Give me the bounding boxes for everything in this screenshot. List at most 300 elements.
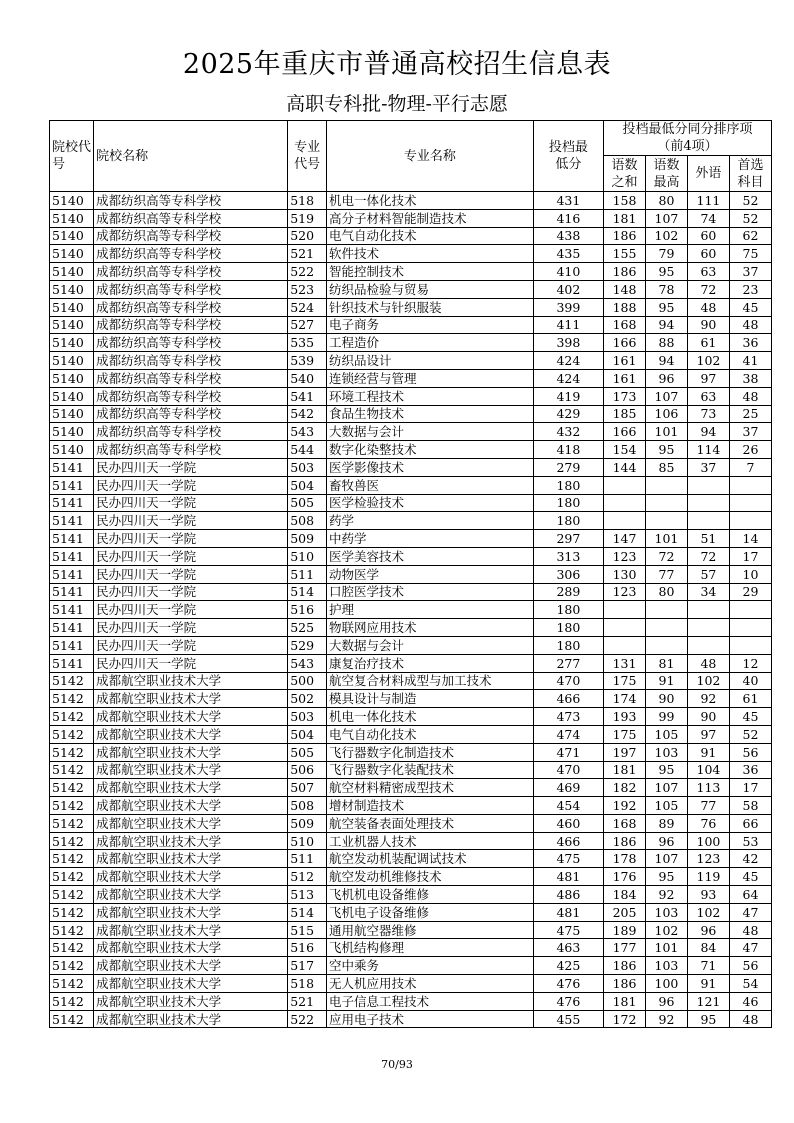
cell-school-name: 民办四川天一学院 bbox=[94, 476, 288, 494]
cell-foreign-language: 37 bbox=[687, 458, 729, 476]
cell-foreign-language: 104 bbox=[687, 761, 729, 779]
cell-major-code: 503 bbox=[288, 708, 327, 726]
table-row bbox=[50, 957, 772, 975]
cell-school-name: 成都航空职业技术大学 bbox=[94, 690, 288, 708]
cell-foreign-language: 91 bbox=[687, 743, 729, 761]
cell-school-name: 成都纺织高等专科学校 bbox=[94, 192, 288, 210]
table-row bbox=[50, 387, 772, 405]
page-title: 2025年重庆市普通高校招生信息表 bbox=[182, 49, 612, 80]
header-school-name: 院校名称 bbox=[94, 121, 288, 192]
cell-chinese-math-max bbox=[645, 601, 687, 619]
table-row bbox=[50, 601, 772, 619]
cell-school-name: 民办四川天一学院 bbox=[94, 619, 288, 637]
cell-first-choice: 23 bbox=[729, 280, 771, 298]
cell-school-name: 成都纺织高等专科学校 bbox=[94, 387, 288, 405]
cell-foreign-language: 114 bbox=[687, 441, 729, 459]
cell-major-code: 521 bbox=[288, 245, 327, 263]
cell-first-choice: 26 bbox=[729, 441, 771, 459]
cell-major-code: 518 bbox=[288, 975, 327, 993]
cell-min-score: 431 bbox=[533, 192, 603, 210]
cell-major-name: 模具设计与制造 bbox=[327, 690, 534, 708]
cell-first-choice: 10 bbox=[729, 565, 771, 583]
header-major-name: 专业名称 bbox=[327, 121, 534, 192]
cell-school-code: 5142 bbox=[50, 1010, 94, 1028]
cell-first-choice: 36 bbox=[729, 761, 771, 779]
cell-major-code: 522 bbox=[288, 263, 327, 281]
cell-min-score: 470 bbox=[533, 672, 603, 690]
cell-school-name: 成都航空职业技术大学 bbox=[94, 832, 288, 850]
cell-foreign-language: 113 bbox=[687, 779, 729, 797]
table-row bbox=[50, 298, 772, 316]
cell-school-code: 5142 bbox=[50, 903, 94, 921]
cell-school-name: 成都航空职业技术大学 bbox=[94, 939, 288, 957]
cell-first-choice: 37 bbox=[729, 423, 771, 441]
cell-major-name: 纺织品设计 bbox=[327, 352, 534, 370]
cell-school-code: 5141 bbox=[50, 547, 94, 565]
cell-chinese-math-sum: 181 bbox=[604, 209, 646, 227]
cell-school-name: 民办四川天一学院 bbox=[94, 583, 288, 601]
cell-major-name: 环境工程技术 bbox=[327, 387, 534, 405]
cell-school-code: 5140 bbox=[50, 387, 94, 405]
cell-first-choice bbox=[729, 601, 771, 619]
cell-chinese-math-sum: 166 bbox=[604, 423, 646, 441]
cell-chinese-math-max: 96 bbox=[645, 832, 687, 850]
cell-first-choice: 48 bbox=[729, 921, 771, 939]
cell-major-code: 509 bbox=[288, 530, 327, 548]
cell-school-code: 5142 bbox=[50, 975, 94, 993]
cell-school-code: 5140 bbox=[50, 280, 94, 298]
cell-school-name: 成都航空职业技术大学 bbox=[94, 1010, 288, 1028]
cell-min-score: 481 bbox=[533, 868, 603, 886]
cell-school-code: 5142 bbox=[50, 814, 94, 832]
cell-school-code: 5141 bbox=[50, 583, 94, 601]
cell-major-code: 505 bbox=[288, 743, 327, 761]
cell-school-code: 5142 bbox=[50, 743, 94, 761]
cell-min-score: 306 bbox=[533, 565, 603, 583]
cell-major-name: 软件技术 bbox=[327, 245, 534, 263]
cell-chinese-math-sum: 173 bbox=[604, 387, 646, 405]
cell-school-name: 成都纺织高等专科学校 bbox=[94, 334, 288, 352]
cell-chinese-math-max: 107 bbox=[645, 209, 687, 227]
cell-chinese-math-max: 77 bbox=[645, 565, 687, 583]
cell-foreign-language: 63 bbox=[687, 387, 729, 405]
cell-foreign-language bbox=[687, 636, 729, 654]
table-row bbox=[50, 939, 772, 957]
cell-foreign-language: 90 bbox=[687, 316, 729, 334]
header-school-code: 院校代号 bbox=[50, 121, 94, 192]
cell-school-code: 5141 bbox=[50, 476, 94, 494]
cell-chinese-math-max: 80 bbox=[645, 192, 687, 210]
cell-foreign-language: 63 bbox=[687, 263, 729, 281]
cell-chinese-math-sum: 185 bbox=[604, 405, 646, 423]
cell-chinese-math-sum: 154 bbox=[604, 441, 646, 459]
cell-major-code: 544 bbox=[288, 441, 327, 459]
cell-chinese-math-max: 105 bbox=[645, 797, 687, 815]
cell-school-code: 5142 bbox=[50, 992, 94, 1010]
cell-major-code: 522 bbox=[288, 1010, 327, 1028]
cell-school-name: 民办四川天一学院 bbox=[94, 458, 288, 476]
header-major-code: 专业代号 bbox=[288, 121, 327, 192]
cell-first-choice: 45 bbox=[729, 708, 771, 726]
cell-major-code: 514 bbox=[288, 583, 327, 601]
cell-chinese-math-max: 101 bbox=[645, 530, 687, 548]
cell-school-code: 5142 bbox=[50, 832, 94, 850]
cell-first-choice: 64 bbox=[729, 886, 771, 904]
cell-first-choice: 45 bbox=[729, 868, 771, 886]
cell-min-score: 460 bbox=[533, 814, 603, 832]
cell-major-code: 515 bbox=[288, 921, 327, 939]
cell-chinese-math-max: 102 bbox=[645, 921, 687, 939]
cell-major-code: 516 bbox=[288, 939, 327, 957]
cell-foreign-language: 93 bbox=[687, 886, 729, 904]
table-row bbox=[50, 797, 772, 815]
cell-major-name: 大数据与会计 bbox=[327, 636, 534, 654]
cell-school-name: 民办四川天一学院 bbox=[94, 654, 288, 672]
table-row bbox=[50, 636, 772, 654]
cell-chinese-math-sum: 192 bbox=[604, 797, 646, 815]
cell-school-name: 成都纺织高等专科学校 bbox=[94, 352, 288, 370]
cell-chinese-math-max: 96 bbox=[645, 369, 687, 387]
cell-min-score: 418 bbox=[533, 441, 603, 459]
cell-first-choice: 42 bbox=[729, 850, 771, 868]
cell-min-score: 473 bbox=[533, 708, 603, 726]
cell-chinese-math-max: 95 bbox=[645, 263, 687, 281]
cell-major-name: 通用航空器维修 bbox=[327, 921, 534, 939]
cell-first-choice: 36 bbox=[729, 334, 771, 352]
table-row bbox=[50, 423, 772, 441]
cell-major-code: 510 bbox=[288, 832, 327, 850]
cell-first-choice: 48 bbox=[729, 387, 771, 405]
cell-school-name: 成都航空职业技术大学 bbox=[94, 975, 288, 993]
cell-school-name: 成都纺织高等专科学校 bbox=[94, 298, 288, 316]
cell-foreign-language: 90 bbox=[687, 708, 729, 726]
cell-min-score: 466 bbox=[533, 832, 603, 850]
cell-foreign-language: 94 bbox=[687, 423, 729, 441]
admission-table bbox=[49, 120, 772, 1028]
cell-major-name: 药学 bbox=[327, 512, 534, 530]
cell-major-name: 大数据与会计 bbox=[327, 423, 534, 441]
cell-chinese-math-sum: 172 bbox=[604, 1010, 646, 1028]
cell-school-name: 民办四川天一学院 bbox=[94, 601, 288, 619]
cell-min-score: 424 bbox=[533, 369, 603, 387]
cell-first-choice: 61 bbox=[729, 690, 771, 708]
cell-school-code: 5141 bbox=[50, 458, 94, 476]
cell-school-code: 5142 bbox=[50, 725, 94, 743]
cell-school-code: 5140 bbox=[50, 316, 94, 334]
table-row bbox=[50, 441, 772, 459]
cell-first-choice: 48 bbox=[729, 316, 771, 334]
cell-chinese-math-sum bbox=[604, 636, 646, 654]
cell-school-name: 成都航空职业技术大学 bbox=[94, 708, 288, 726]
header-min-score: 投档最低分 bbox=[533, 121, 603, 192]
table-row bbox=[50, 725, 772, 743]
cell-major-code: 540 bbox=[288, 369, 327, 387]
cell-school-name: 成都航空职业技术大学 bbox=[94, 921, 288, 939]
cell-school-code: 5141 bbox=[50, 512, 94, 530]
cell-chinese-math-sum: 182 bbox=[604, 779, 646, 797]
cell-chinese-math-sum: 186 bbox=[604, 957, 646, 975]
table-row bbox=[50, 992, 772, 1010]
cell-major-name: 飞机电子设备维修 bbox=[327, 903, 534, 921]
page-subtitle: 高职专科批-物理-平行志愿 bbox=[286, 93, 508, 115]
cell-min-score: 486 bbox=[533, 886, 603, 904]
cell-min-score: 297 bbox=[533, 530, 603, 548]
cell-school-name: 民办四川天一学院 bbox=[94, 636, 288, 654]
cell-school-code: 5140 bbox=[50, 441, 94, 459]
cell-major-code: 512 bbox=[288, 868, 327, 886]
cell-min-score: 463 bbox=[533, 939, 603, 957]
cell-major-code: 507 bbox=[288, 779, 327, 797]
header-chinese-math-max: 语数最高 bbox=[645, 156, 687, 192]
cell-major-code: 508 bbox=[288, 512, 327, 530]
cell-first-choice: 46 bbox=[729, 992, 771, 1010]
cell-major-name: 动物医学 bbox=[327, 565, 534, 583]
cell-min-score: 399 bbox=[533, 298, 603, 316]
cell-chinese-math-sum: 184 bbox=[604, 886, 646, 904]
cell-major-name: 高分子材料智能制造技术 bbox=[327, 209, 534, 227]
cell-major-name: 工程造价 bbox=[327, 334, 534, 352]
cell-chinese-math-sum bbox=[604, 601, 646, 619]
cell-major-code: 505 bbox=[288, 494, 327, 512]
cell-foreign-language bbox=[687, 601, 729, 619]
cell-chinese-math-max: 95 bbox=[645, 761, 687, 779]
cell-first-choice bbox=[729, 494, 771, 512]
cell-min-score: 425 bbox=[533, 957, 603, 975]
cell-school-name: 民办四川天一学院 bbox=[94, 512, 288, 530]
table-row bbox=[50, 779, 772, 797]
cell-foreign-language: 60 bbox=[687, 227, 729, 245]
cell-major-name: 电子商务 bbox=[327, 316, 534, 334]
cell-chinese-math-max bbox=[645, 512, 687, 530]
cell-chinese-math-sum: 186 bbox=[604, 975, 646, 993]
cell-major-code: 504 bbox=[288, 725, 327, 743]
cell-major-name: 机电一体化技术 bbox=[327, 708, 534, 726]
cell-foreign-language: 95 bbox=[687, 1010, 729, 1028]
cell-chinese-math-sum: 166 bbox=[604, 334, 646, 352]
cell-foreign-language: 51 bbox=[687, 530, 729, 548]
cell-min-score: 474 bbox=[533, 725, 603, 743]
cell-school-name: 成都航空职业技术大学 bbox=[94, 672, 288, 690]
table-row bbox=[50, 850, 772, 868]
cell-foreign-language: 84 bbox=[687, 939, 729, 957]
cell-min-score: 475 bbox=[533, 921, 603, 939]
table-row bbox=[50, 814, 772, 832]
cell-major-name: 增材制造技术 bbox=[327, 797, 534, 815]
cell-chinese-math-max: 90 bbox=[645, 690, 687, 708]
cell-chinese-math-max: 105 bbox=[645, 725, 687, 743]
cell-first-choice: 41 bbox=[729, 352, 771, 370]
cell-first-choice: 52 bbox=[729, 209, 771, 227]
cell-school-name: 成都航空职业技术大学 bbox=[94, 992, 288, 1010]
cell-school-code: 5140 bbox=[50, 298, 94, 316]
cell-chinese-math-max: 91 bbox=[645, 672, 687, 690]
cell-school-name: 民办四川天一学院 bbox=[94, 494, 288, 512]
cell-major-name: 康复治疗技术 bbox=[327, 654, 534, 672]
cell-school-code: 5141 bbox=[50, 601, 94, 619]
table-row bbox=[50, 334, 772, 352]
cell-chinese-math-max: 81 bbox=[645, 654, 687, 672]
page-number: 70/93 bbox=[381, 1058, 413, 1071]
cell-foreign-language: 48 bbox=[687, 654, 729, 672]
cell-major-code: 539 bbox=[288, 352, 327, 370]
cell-chinese-math-max: 89 bbox=[645, 814, 687, 832]
cell-min-score: 429 bbox=[533, 405, 603, 423]
cell-foreign-language: 102 bbox=[687, 903, 729, 921]
cell-school-name: 民办四川天一学院 bbox=[94, 530, 288, 548]
table-row bbox=[50, 761, 772, 779]
cell-first-choice: 40 bbox=[729, 672, 771, 690]
cell-major-name: 飞行器数字化装配技术 bbox=[327, 761, 534, 779]
cell-foreign-language: 72 bbox=[687, 547, 729, 565]
cell-foreign-language bbox=[687, 619, 729, 637]
cell-major-code: 520 bbox=[288, 227, 327, 245]
cell-foreign-language bbox=[687, 476, 729, 494]
cell-chinese-math-max: 85 bbox=[645, 458, 687, 476]
cell-foreign-language: 76 bbox=[687, 814, 729, 832]
cell-major-code: 503 bbox=[288, 458, 327, 476]
cell-school-name: 成都航空职业技术大学 bbox=[94, 957, 288, 975]
cell-chinese-math-sum: 205 bbox=[604, 903, 646, 921]
cell-major-name: 航空发动机装配调试技术 bbox=[327, 850, 534, 868]
cell-min-score: 470 bbox=[533, 761, 603, 779]
cell-chinese-math-sum: 130 bbox=[604, 565, 646, 583]
cell-first-choice: 66 bbox=[729, 814, 771, 832]
cell-chinese-math-sum bbox=[604, 512, 646, 530]
cell-first-choice: 48 bbox=[729, 1010, 771, 1028]
cell-chinese-math-max: 94 bbox=[645, 352, 687, 370]
cell-min-score: 455 bbox=[533, 1010, 603, 1028]
cell-chinese-math-sum: 161 bbox=[604, 352, 646, 370]
cell-foreign-language: 97 bbox=[687, 725, 729, 743]
cell-school-code: 5141 bbox=[50, 565, 94, 583]
table-row bbox=[50, 690, 772, 708]
cell-first-choice bbox=[729, 512, 771, 530]
cell-school-name: 成都纺织高等专科学校 bbox=[94, 209, 288, 227]
cell-major-code: 525 bbox=[288, 619, 327, 637]
table-row bbox=[50, 708, 772, 726]
cell-school-code: 5142 bbox=[50, 690, 94, 708]
cell-major-name: 航空发动机维修技术 bbox=[327, 868, 534, 886]
cell-chinese-math-sum: 144 bbox=[604, 458, 646, 476]
cell-major-name: 畜牧兽医 bbox=[327, 476, 534, 494]
cell-min-score: 419 bbox=[533, 387, 603, 405]
cell-major-code: 541 bbox=[288, 387, 327, 405]
table-row bbox=[50, 975, 772, 993]
cell-chinese-math-max: 92 bbox=[645, 1010, 687, 1028]
cell-major-name: 数字化染整技术 bbox=[327, 441, 534, 459]
table-row bbox=[50, 405, 772, 423]
cell-major-name: 航空复合材料成型与加工技术 bbox=[327, 672, 534, 690]
cell-major-name: 无人机应用技术 bbox=[327, 975, 534, 993]
cell-major-name: 飞机结构修理 bbox=[327, 939, 534, 957]
table-row bbox=[50, 352, 772, 370]
cell-chinese-math-max: 95 bbox=[645, 868, 687, 886]
cell-school-code: 5140 bbox=[50, 334, 94, 352]
cell-school-code: 5140 bbox=[50, 209, 94, 227]
cell-min-score: 475 bbox=[533, 850, 603, 868]
cell-chinese-math-sum: 181 bbox=[604, 761, 646, 779]
cell-min-score: 279 bbox=[533, 458, 603, 476]
cell-foreign-language: 121 bbox=[687, 992, 729, 1010]
cell-min-score: 411 bbox=[533, 316, 603, 334]
cell-min-score: 402 bbox=[533, 280, 603, 298]
cell-major-code: 513 bbox=[288, 886, 327, 904]
cell-school-code: 5140 bbox=[50, 423, 94, 441]
table-row bbox=[50, 476, 772, 494]
cell-school-code: 5142 bbox=[50, 797, 94, 815]
cell-chinese-math-sum: 148 bbox=[604, 280, 646, 298]
cell-school-code: 5142 bbox=[50, 939, 94, 957]
cell-chinese-math-sum: 178 bbox=[604, 850, 646, 868]
table-row bbox=[50, 227, 772, 245]
cell-foreign-language: 73 bbox=[687, 405, 729, 423]
cell-school-name: 民办四川天一学院 bbox=[94, 565, 288, 583]
cell-chinese-math-max: 106 bbox=[645, 405, 687, 423]
table-row bbox=[50, 512, 772, 530]
cell-chinese-math-sum: 161 bbox=[604, 369, 646, 387]
cell-school-code: 5141 bbox=[50, 619, 94, 637]
cell-major-name: 口腔医学技术 bbox=[327, 583, 534, 601]
cell-first-choice: 17 bbox=[729, 547, 771, 565]
cell-chinese-math-max: 100 bbox=[645, 975, 687, 993]
cell-foreign-language: 74 bbox=[687, 209, 729, 227]
cell-first-choice: 38 bbox=[729, 369, 771, 387]
cell-chinese-math-sum: 168 bbox=[604, 814, 646, 832]
cell-chinese-math-max: 103 bbox=[645, 903, 687, 921]
cell-chinese-math-max: 102 bbox=[645, 227, 687, 245]
cell-major-name: 食品生物技术 bbox=[327, 405, 534, 423]
cell-chinese-math-max: 101 bbox=[645, 423, 687, 441]
cell-major-code: 543 bbox=[288, 654, 327, 672]
cell-first-choice: 47 bbox=[729, 939, 771, 957]
cell-foreign-language: 72 bbox=[687, 280, 729, 298]
cell-first-choice: 47 bbox=[729, 903, 771, 921]
cell-min-score: 481 bbox=[533, 903, 603, 921]
cell-school-name: 成都纺织高等专科学校 bbox=[94, 441, 288, 459]
cell-min-score: 410 bbox=[533, 263, 603, 281]
cell-major-name: 电气自动化技术 bbox=[327, 227, 534, 245]
cell-min-score: 180 bbox=[533, 476, 603, 494]
cell-foreign-language: 77 bbox=[687, 797, 729, 815]
cell-min-score: 289 bbox=[533, 583, 603, 601]
cell-school-name: 成都航空职业技术大学 bbox=[94, 797, 288, 815]
cell-major-name: 医学美容技术 bbox=[327, 547, 534, 565]
cell-school-name: 成都航空职业技术大学 bbox=[94, 743, 288, 761]
cell-chinese-math-sum bbox=[604, 619, 646, 637]
cell-school-code: 5142 bbox=[50, 921, 94, 939]
cell-chinese-math-max: 94 bbox=[645, 316, 687, 334]
table-row bbox=[50, 263, 772, 281]
cell-major-code: 543 bbox=[288, 423, 327, 441]
cell-major-code: 502 bbox=[288, 690, 327, 708]
cell-chinese-math-max: 99 bbox=[645, 708, 687, 726]
cell-school-code: 5140 bbox=[50, 263, 94, 281]
cell-major-code: 506 bbox=[288, 761, 327, 779]
table-row bbox=[50, 316, 772, 334]
cell-major-name: 连锁经营与管理 bbox=[327, 369, 534, 387]
cell-chinese-math-sum: 186 bbox=[604, 263, 646, 281]
table-row bbox=[50, 192, 772, 210]
cell-first-choice: 52 bbox=[729, 725, 771, 743]
cell-major-code: 542 bbox=[288, 405, 327, 423]
cell-chinese-math-sum: 168 bbox=[604, 316, 646, 334]
cell-major-name: 电子信息工程技术 bbox=[327, 992, 534, 1010]
cell-chinese-math-max bbox=[645, 636, 687, 654]
cell-school-name: 成都纺织高等专科学校 bbox=[94, 316, 288, 334]
cell-school-code: 5140 bbox=[50, 245, 94, 263]
cell-first-choice: 17 bbox=[729, 779, 771, 797]
cell-school-name: 成都纺织高等专科学校 bbox=[94, 227, 288, 245]
